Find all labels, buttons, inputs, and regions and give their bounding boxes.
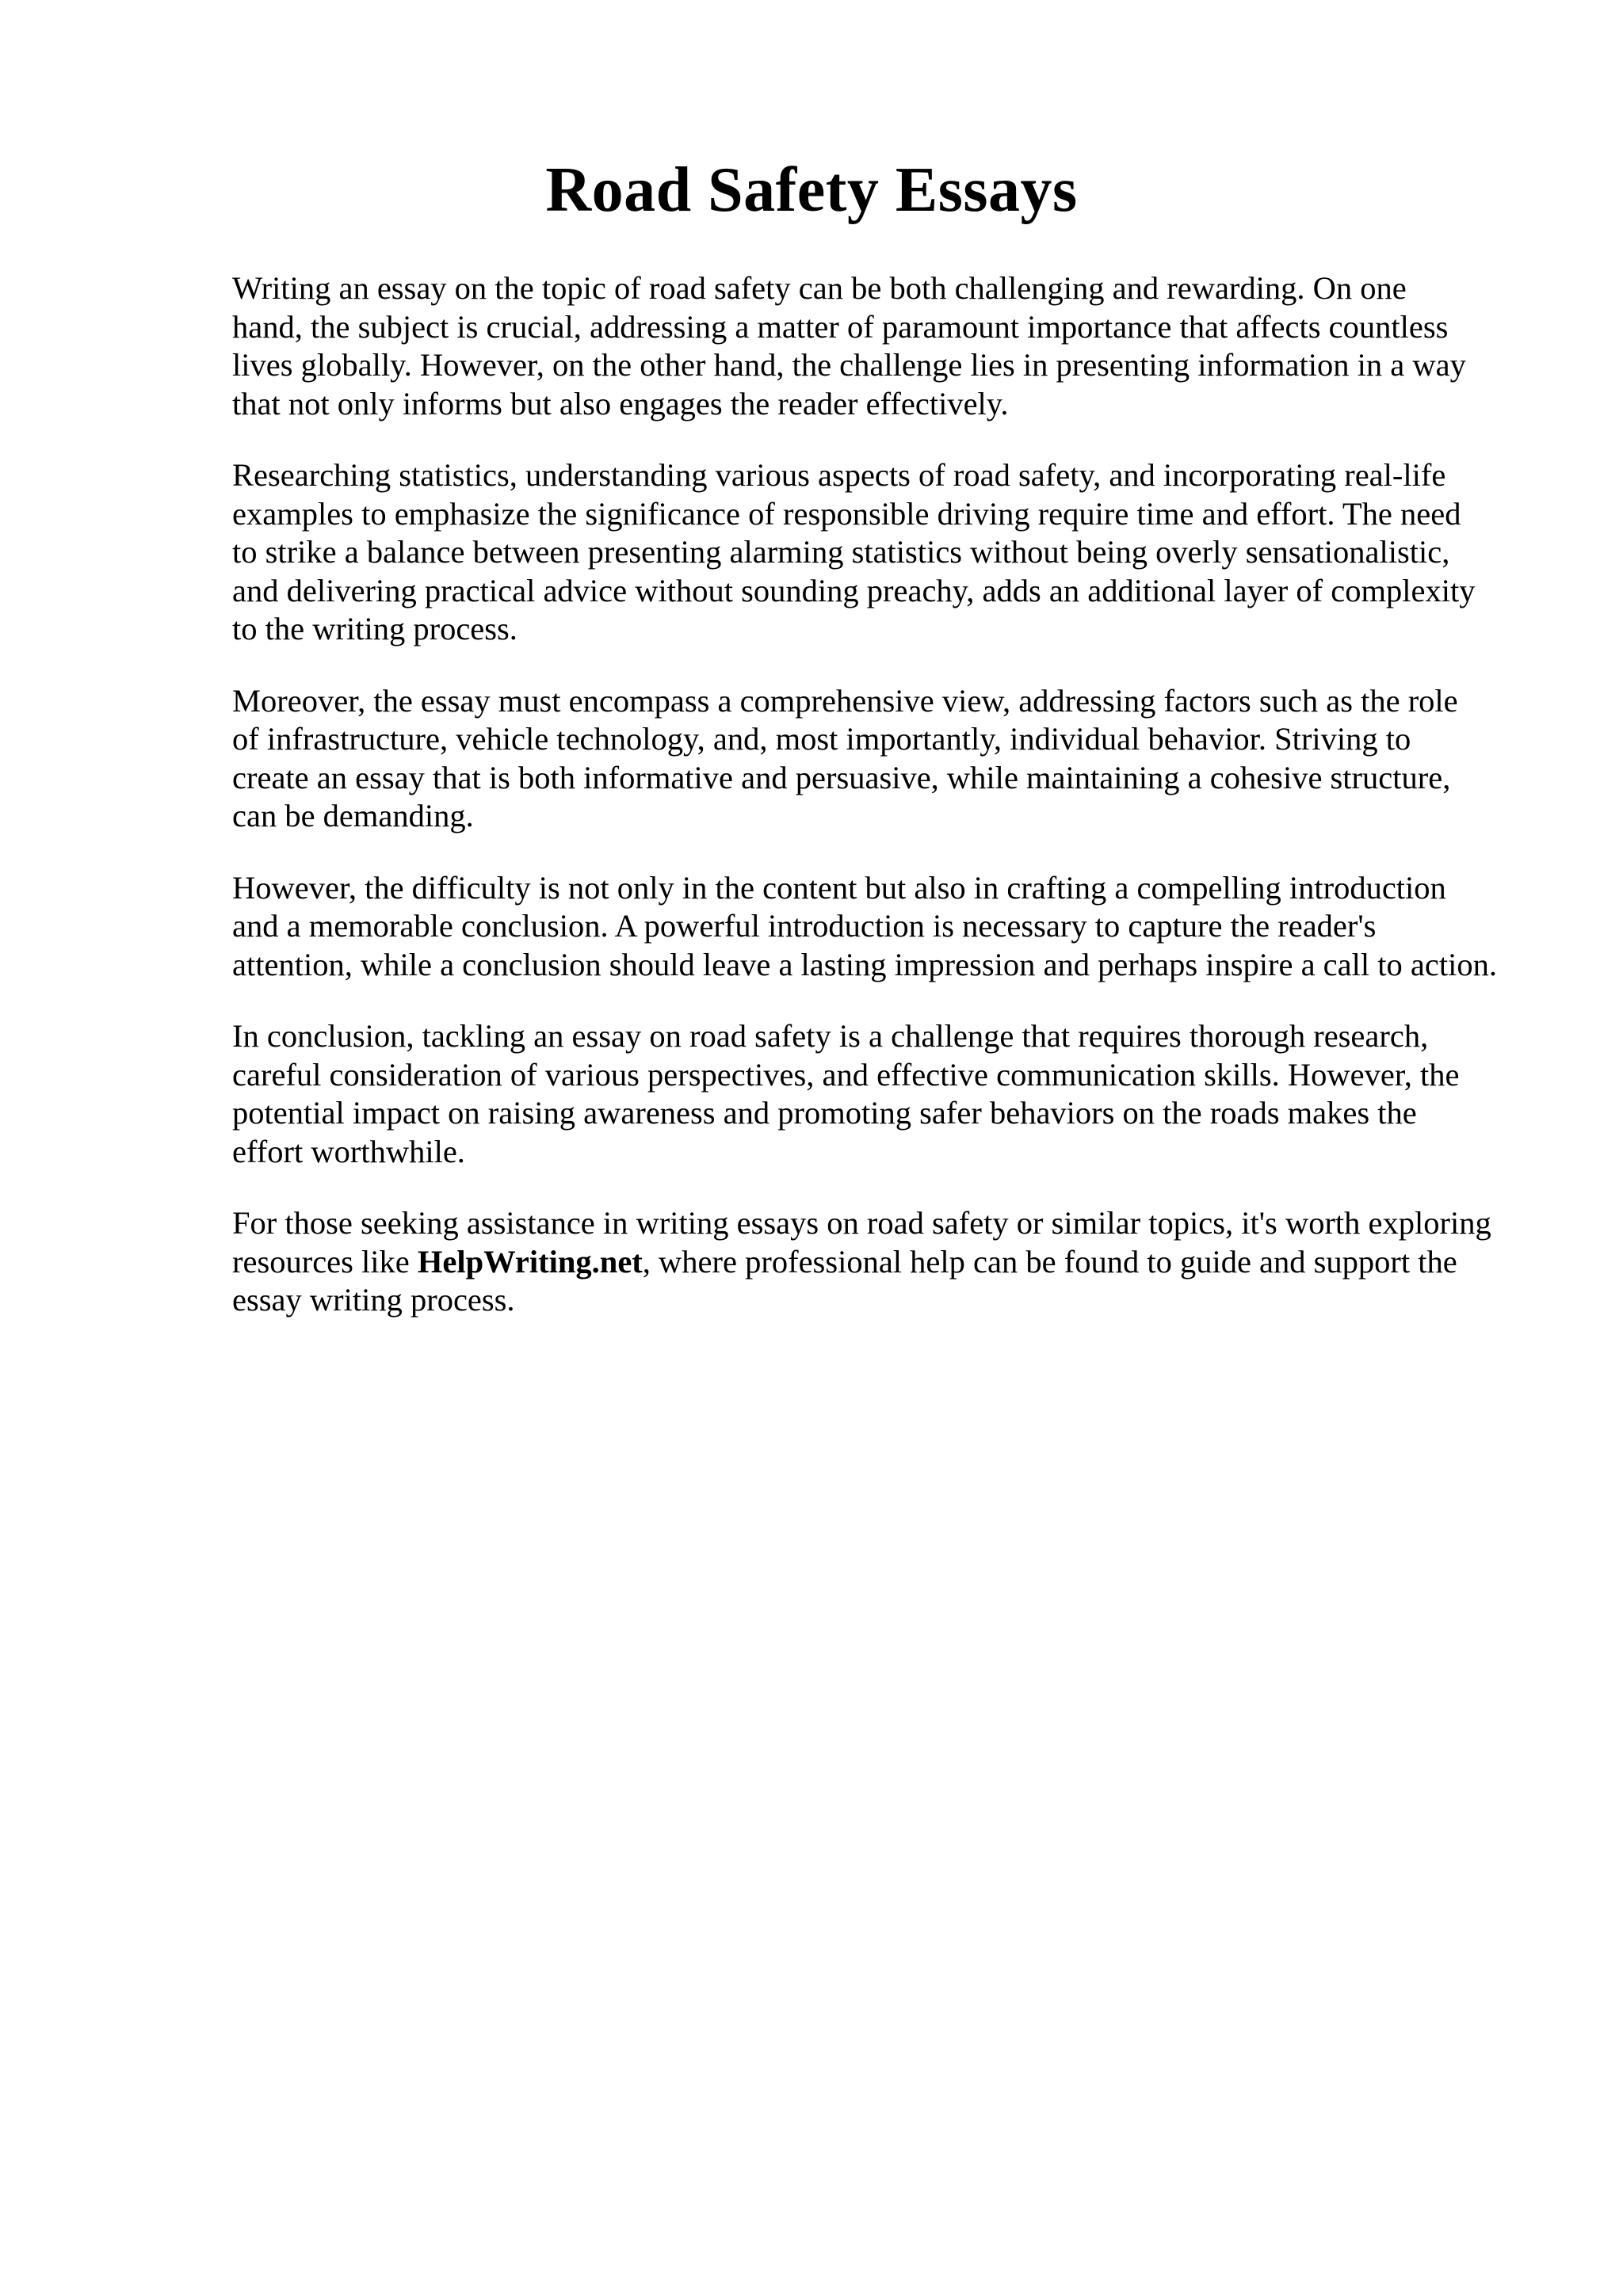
- text-line: and delivering practical advice without sounding preachy, adds an additional layer of complexity: [232, 572, 1476, 608]
- text-fragment: , where professional help can be found to guide and support the: [642, 1243, 1457, 1280]
- text-fragment: resources like: [232, 1243, 418, 1280]
- paragraph-scope: [232, 682, 1564, 836]
- helpwriting-link[interactable]: HelpWriting.net: [417, 1243, 643, 1280]
- text-line: hand, the subject is crucial, addressing a matter of paramount importance that affects countless: [232, 308, 1449, 345]
- text-line: effort worthwhile.: [232, 1133, 465, 1169]
- text-line: examples to emphasize the significance of responsible driving require time and effort. The need: [232, 495, 1461, 532]
- text-line: In conclusion, tackling an essay on road safety is a challenge that requires thorough research,: [232, 1018, 1429, 1054]
- page-title: Road Safety Essays: [545, 155, 1078, 225]
- paragraph-difficulty: [232, 869, 1564, 985]
- text-line: For those seeking assistance in writing essays on road safety or similar topics, it's worth exploring: [232, 1205, 1491, 1241]
- text-line: careful consideration of various perspectives, and effective communication skills. However, the: [232, 1056, 1460, 1093]
- text-line: to strike a balance between presenting alarming statistics without being overly sensationalistic,: [232, 534, 1450, 570]
- essay-body: [232, 269, 1564, 1353]
- text-line: attention, while a conclusion should leave a lasting impression and perhaps inspire a call to action.: [232, 946, 1497, 982]
- text-line: that not only informs but also engages the reader effectively.: [232, 385, 1009, 421]
- text-line: can be demanding.: [232, 798, 474, 833]
- text-line-with-link: [232, 1243, 1564, 1282]
- text-line: However, the difficulty is not only in the content but also in crafting a compelling introduction: [232, 869, 1446, 906]
- paragraph-research: [232, 456, 1564, 649]
- paragraph-intro: [232, 269, 1564, 423]
- text-line: to the writing process.: [232, 611, 517, 646]
- text-line: of infrastructure, vehicle technology, and, most importantly, individual behavior. Striving to: [232, 721, 1411, 757]
- paragraph-conclusion: [232, 1017, 1564, 1171]
- text-line: create an essay that is both informative and persuasive, while maintaining a cohesive structure,: [232, 759, 1451, 795]
- text-line: Researching statistics, understanding various aspects of road safety, and incorporating real-life: [232, 457, 1446, 493]
- text-line: Moreover, the essay must encompass a comprehensive view, addressing factors such as the role: [232, 682, 1458, 719]
- text-line: essay writing process.: [232, 1282, 515, 1318]
- text-line: potential impact on raising awareness and promoting safer behaviors on the roads makes the: [232, 1095, 1417, 1131]
- paragraph-closing: [232, 1204, 1564, 1320]
- text-line: lives globally. However, on the other hand, the challenge lies in presenting information in a way: [232, 347, 1466, 383]
- text-line: Writing an essay on the topic of road safety can be both challenging and rewarding. On one: [232, 270, 1407, 306]
- text-line: and a memorable conclusion. A powerful introduction is necessary to capture the reader's: [232, 908, 1377, 944]
